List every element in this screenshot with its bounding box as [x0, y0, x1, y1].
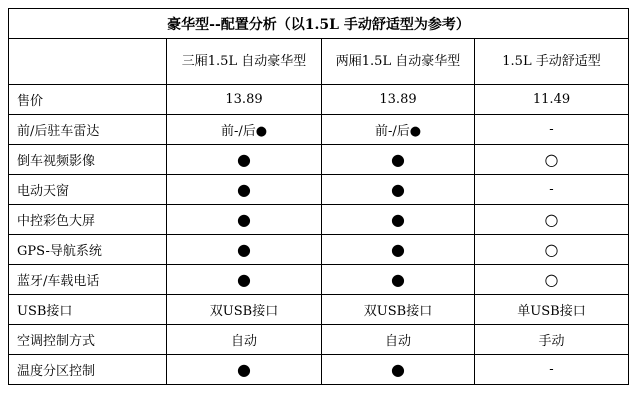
row-value: ●	[322, 265, 475, 295]
row-value: -	[475, 355, 629, 385]
row-value: ●	[167, 175, 322, 205]
row-value: 自动	[167, 325, 322, 355]
row-value: 双USB接口	[167, 295, 322, 325]
table-row	[9, 115, 629, 145]
header-blank	[9, 39, 167, 85]
row-value: ●	[167, 355, 322, 385]
row-value: ●	[167, 265, 322, 295]
row-value: 11.49	[475, 85, 629, 115]
row-value: ○	[475, 265, 629, 295]
row-value: ○	[475, 205, 629, 235]
table-row	[9, 85, 629, 115]
row-value: ●	[322, 175, 475, 205]
table-row	[9, 325, 629, 355]
row-value: 单USB接口	[475, 295, 629, 325]
row-label: USB接口	[9, 295, 167, 325]
row-value: ●	[167, 235, 322, 265]
header-hatch-auto-luxury: 两厢1.5L 自动豪华型	[322, 39, 475, 85]
row-value: 手动	[475, 325, 629, 355]
row-value: ●	[322, 205, 475, 235]
row-value: 双USB接口	[322, 295, 475, 325]
row-label: GPS-导航系统	[9, 235, 167, 265]
table-row	[9, 265, 629, 295]
row-value: ○	[475, 235, 629, 265]
header-manual-comfort: 1.5L 手动舒适型	[475, 39, 629, 85]
row-value: ●	[322, 355, 475, 385]
row-value: ●	[322, 145, 475, 175]
table-title: 豪华型--配置分析（以1.5L 手动舒适型为参考）	[9, 9, 629, 39]
row-value: ●	[322, 235, 475, 265]
row-value: -	[475, 115, 629, 145]
row-label: 电动天窗	[9, 175, 167, 205]
row-label: 温度分区控制	[9, 355, 167, 385]
table-row	[9, 145, 629, 175]
row-value: ○	[475, 145, 629, 175]
row-label: 蓝牙/车载电话	[9, 265, 167, 295]
row-label: 空调控制方式	[9, 325, 167, 355]
row-label: 倒车视频影像	[9, 145, 167, 175]
table-row	[9, 235, 629, 265]
row-value: 13.89	[167, 85, 322, 115]
config-table-container	[8, 8, 629, 385]
row-value: ●	[167, 145, 322, 175]
row-value: ●	[167, 205, 322, 235]
table-row	[9, 295, 629, 325]
table-row	[9, 205, 629, 235]
table-body	[9, 85, 629, 385]
row-value: 13.89	[322, 85, 475, 115]
row-value: -	[475, 175, 629, 205]
config-comparison-table	[8, 8, 629, 385]
header-sedan-auto-luxury: 三厢1.5L 自动豪华型	[167, 39, 322, 85]
row-value: 前-/后●	[322, 115, 475, 145]
row-label: 中控彩色大屏	[9, 205, 167, 235]
table-header-row	[9, 39, 629, 85]
row-value: 前-/后●	[167, 115, 322, 145]
row-value: 自动	[322, 325, 475, 355]
row-label: 售价	[9, 85, 167, 115]
table-row	[9, 355, 629, 385]
table-title-row	[9, 9, 629, 39]
row-label: 前/后驻车雷达	[9, 115, 167, 145]
table-row	[9, 175, 629, 205]
